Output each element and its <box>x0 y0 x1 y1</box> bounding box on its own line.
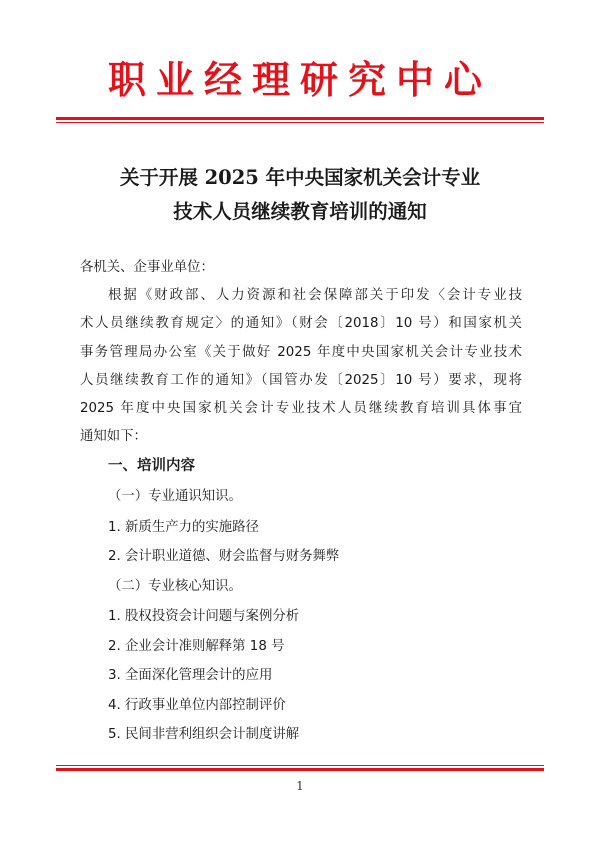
header-rule-thin <box>56 122 544 123</box>
list-item: 2. 会计职业道德、财会监督与财务舞弊 <box>108 549 340 565</box>
paragraph-line: 术人员继续教育规定〉的通知》（财会〔2018〕10 号）和国家机关 <box>80 316 522 332</box>
document-body <box>80 254 522 750</box>
salutation: 各机关、企事业单位： <box>80 260 214 275</box>
subsection-heading: （一）专业通识知识。 <box>108 489 242 505</box>
footer-rule-thick <box>56 768 544 771</box>
subsection-heading: （二）专业核心知识。 <box>108 578 242 594</box>
footer-rule-thin <box>56 765 544 766</box>
masthead: 职业经理研究中心 <box>107 57 492 102</box>
list-item: 1. 股权投资会计问题与案例分析 <box>108 609 300 625</box>
list-item: 1. 新质生产力的实施路径 <box>108 519 259 535</box>
page-number: 1 <box>296 779 304 793</box>
document-title-line-1: 关于开展 2025 年中央国家机关会计专业 <box>119 166 481 189</box>
section-heading: 一、培训内容 <box>108 458 195 475</box>
paragraph-line: 2025 年度中央国家机关会计专业技术人员继续教育培训具体事宜 <box>80 400 522 416</box>
paragraph-line: 人员继续教育工作的通知》（国管办发〔2025〕10 号）要求，现将 <box>80 372 522 388</box>
paragraph-line: 根据《财政部、人力资源和社会保障部关于印发〈会计专业技 <box>108 288 522 304</box>
list-item: 5. 民间非营利组织会计制度讲解 <box>108 727 300 743</box>
list-item: 2. 企业会计准则解释第 18 号 <box>108 638 285 654</box>
header-rule-thick <box>56 117 544 120</box>
list-item: 4. 行政事业单位内部控制评价 <box>108 697 286 713</box>
paragraph-line: 事务管理局办公室《关于做好 2025 年度中央国家机关会计专业技术 <box>80 344 522 360</box>
list-item: 3. 全面深化管理会计的应用 <box>108 668 273 684</box>
paragraph-line: 通知如下： <box>80 429 147 445</box>
document-title-line-2: 技术人员继续教育培训的通知 <box>173 200 427 223</box>
